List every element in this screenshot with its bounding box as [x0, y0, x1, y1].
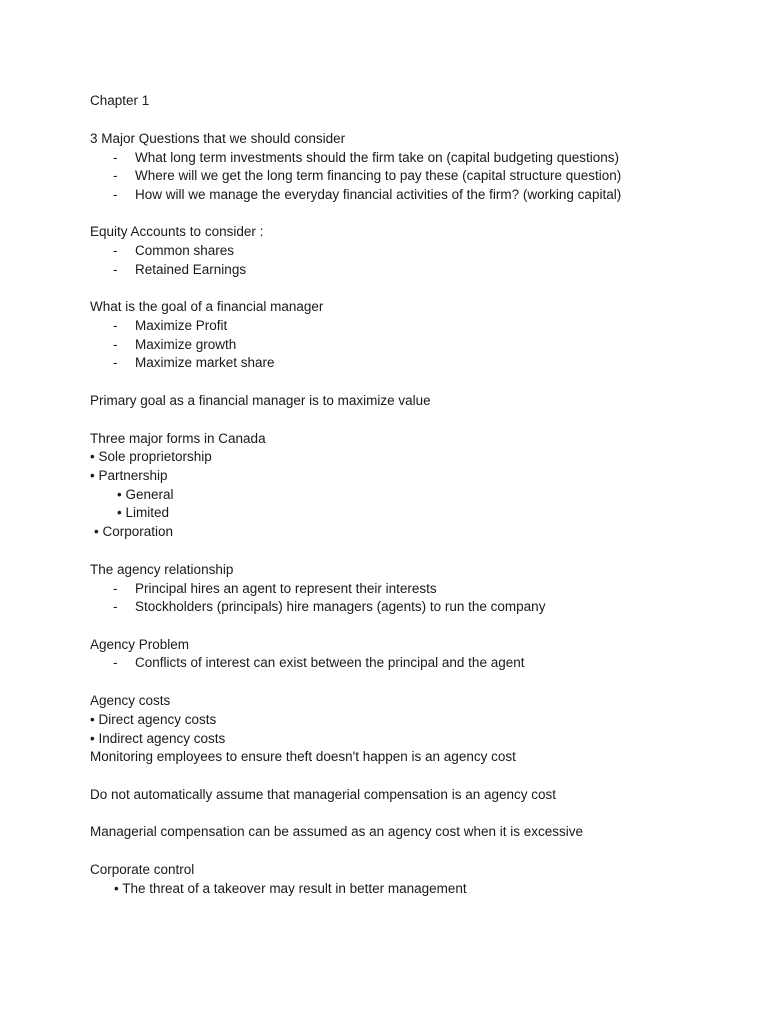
dash-marker: -	[113, 318, 118, 333]
dash-marker: -	[113, 243, 118, 258]
forms-heading: Three major forms in Canada	[90, 431, 266, 446]
dash-marker: -	[113, 599, 118, 614]
sub-list-item: • General	[117, 487, 174, 502]
list-item: • Direct agency costs	[90, 712, 217, 727]
compensation-note: Managerial compensation can be assumed as an agency cost when it is excessive	[90, 824, 584, 839]
dash-marker: -	[113, 168, 118, 183]
primary-goal-text: Primary goal as a financial manager is to maximize value	[90, 393, 431, 408]
monitoring-text: Monitoring employees to ensure theft doesn't happen is an agency cost	[90, 749, 516, 764]
dash-marker: -	[113, 655, 118, 670]
dash-marker: -	[113, 150, 118, 165]
dash-marker: -	[113, 337, 118, 352]
agency-relationship-heading: The agency relationship	[90, 562, 234, 577]
dash-marker: -	[113, 355, 118, 370]
agency-problem-heading: Agency Problem	[90, 637, 190, 652]
compensation-note: Do not automatically assume that managerial compensation is an agency cost	[90, 787, 557, 802]
list-item: • Partnership	[90, 468, 168, 483]
list-item: • The threat of a takeover may result in better management	[114, 881, 467, 896]
equity-heading: Equity Accounts to consider :	[90, 224, 264, 239]
sub-list-item: • Limited	[117, 505, 169, 520]
list-item: • Sole proprietorship	[90, 449, 212, 464]
list-item: • Indirect agency costs	[90, 731, 226, 746]
list-item: • Corporation	[94, 524, 174, 539]
questions-heading: 3 Major Questions that we should consider	[90, 131, 346, 146]
chapter-title: Chapter 1	[90, 93, 150, 108]
dash-marker: -	[113, 187, 118, 202]
corporate-control-heading: Corporate control	[90, 862, 195, 877]
dash-marker: -	[113, 581, 118, 596]
document-page: Chapter 1 3 Major Questions that we should consider - What long term investments should the firm take on (capital budgeting questions) - Where will we get the long term financing to pay these (capital structure question) - How will we manage the everyday financial activities of the firm? (working capital) Equity Accounts to consider : - Common shares - Retained Earnings What is the goal of a financial manager - Maximize Profit - Maximize growth - Maximize market share Primary goal as a financial manager is to maximize value Three major forms in Canada • Sole proprietorship • Partnership • General • Limited • Corporation The agency relationship - Principal hires an agent to represent their interests - Stockholders (principals) hire managers (agents) to run the company Agency Problem - Conflicts of interest can exist between the principal and the agent Agency costs • Direct agency costs • Indirect agency costs Monitoring employees to ensure theft doesn't happen is an agency cost Do not automatically assume that managerial compensation is an agency cost Managerial compensation can be assumed as an agency cost when it is excessive Corporate control • The threat of a takeover may result in better management	[90, 93, 622, 896]
goal-heading: What is the goal of a financial manager	[90, 299, 324, 314]
agency-costs-heading: Agency costs	[90, 693, 171, 708]
dash-marker: -	[113, 262, 118, 277]
